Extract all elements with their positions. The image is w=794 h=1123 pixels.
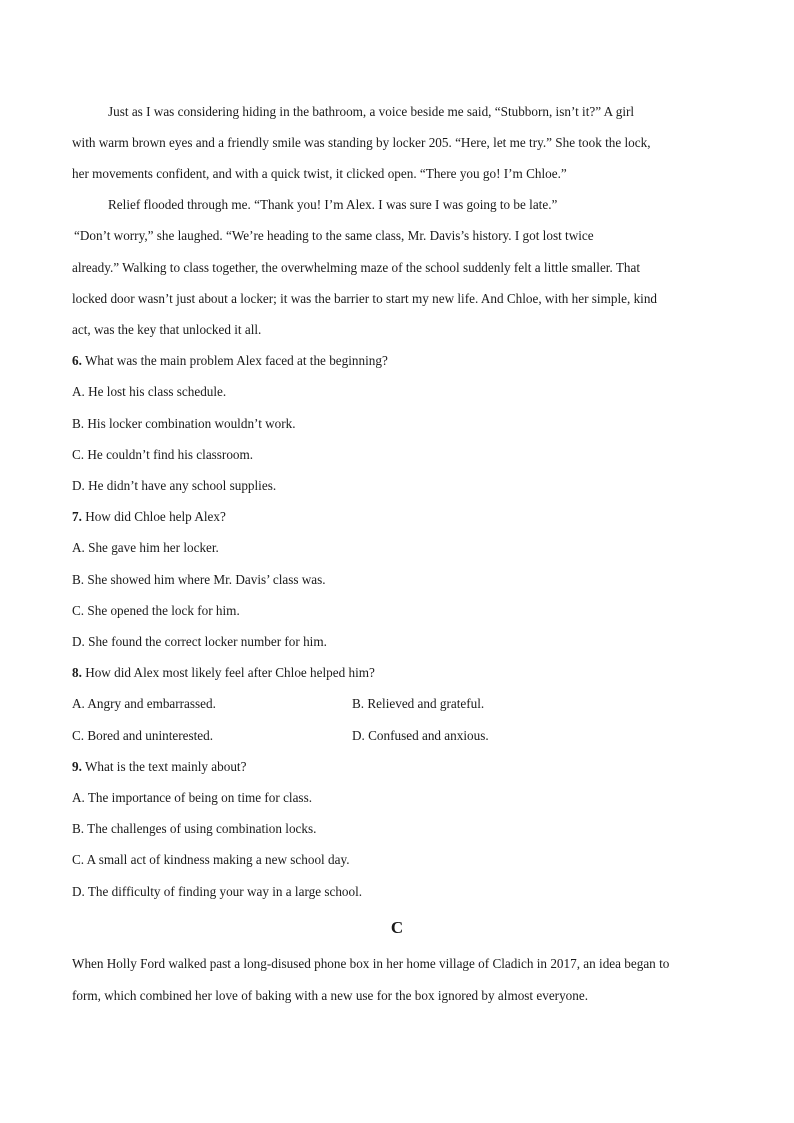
passage-line: with warm brown eyes and a friendly smile was standing by locker 205. “Here, let me try.” She took the lock, xyxy=(72,135,651,150)
passage-line: her movements confident, and with a quick twist, it clicked open. “There you go! I’m Chloe.” xyxy=(72,166,567,181)
option-6c: C. He couldn’t find his classroom. xyxy=(72,447,254,462)
passage-line: “Don’t worry,” she laughed. “We’re heading to the same class, Mr. Davis’s history. I got lost twice xyxy=(74,228,594,243)
question-number: 6. xyxy=(72,353,82,368)
option-6b: B. His locker combination wouldn’t work. xyxy=(72,416,296,431)
question-text: How did Alex most likely feel after Chloe helped him? xyxy=(81,665,375,680)
option-7a: A. She gave him her locker. xyxy=(72,540,219,555)
option-9c: C. A small act of kindness making a new school day. xyxy=(72,852,350,867)
option-8b: B. Relieved and grateful. xyxy=(352,696,485,711)
question-7 xyxy=(72,509,226,525)
option-8c: C. Bored and uninterested. xyxy=(72,728,213,743)
question-9 xyxy=(72,759,246,775)
option-8d: D. Confused and anxious. xyxy=(352,728,489,743)
option-9a: A. The importance of being on time for class. xyxy=(72,790,312,805)
option-7b: B. She showed him where Mr. Davis’ class was. xyxy=(72,572,326,587)
option-8a: A. Angry and embarrassed. xyxy=(72,696,216,711)
question-text: What was the main problem Alex faced at the beginning? xyxy=(81,353,388,368)
option-7d: D. She found the correct locker number for him. xyxy=(72,634,327,649)
passage-line: When Holly Ford walked past a long-disused phone box in her home village of Cladich in 2017, an idea began to xyxy=(72,956,670,971)
passage-line: act, was the key that unlocked it all. xyxy=(72,322,262,337)
question-text: What is the text mainly about? xyxy=(81,759,247,774)
question-6 xyxy=(72,353,388,369)
passage-line: locked door wasn’t just about a locker; it was the barrier to start my new life. And Chloe, with her simple, kind xyxy=(72,291,658,306)
passage-line: Just as I was considering hiding in the bathroom, a voice beside me said, “Stubborn, isn’t it?” A girl xyxy=(108,104,635,119)
question-text: How did Chloe help Alex? xyxy=(81,509,226,524)
question-number: 7. xyxy=(72,509,82,524)
option-9d: D. The difficulty of finding your way in a large school. xyxy=(72,884,363,899)
section-heading: C xyxy=(390,918,404,937)
passage-line: form, which combined her love of baking with a new use for the box ignored by almost everyone. xyxy=(72,988,589,1003)
option-7c: C. She opened the lock for him. xyxy=(72,603,240,618)
option-6a: A. He lost his class schedule. xyxy=(72,384,227,399)
passage-line: Relief flooded through me. “Thank you! I’m Alex. I was sure I was going to be late.” xyxy=(108,197,558,212)
passage-line: already.” Walking to class together, the overwhelming maze of the school suddenly felt a little smaller. That xyxy=(72,260,640,275)
question-8 xyxy=(72,665,375,681)
option-9b: B. The challenges of using combination locks. xyxy=(72,821,317,836)
question-number: 8. xyxy=(72,665,82,680)
question-number: 9. xyxy=(72,759,82,774)
option-6d: D. He didn’t have any school supplies. xyxy=(72,478,277,493)
